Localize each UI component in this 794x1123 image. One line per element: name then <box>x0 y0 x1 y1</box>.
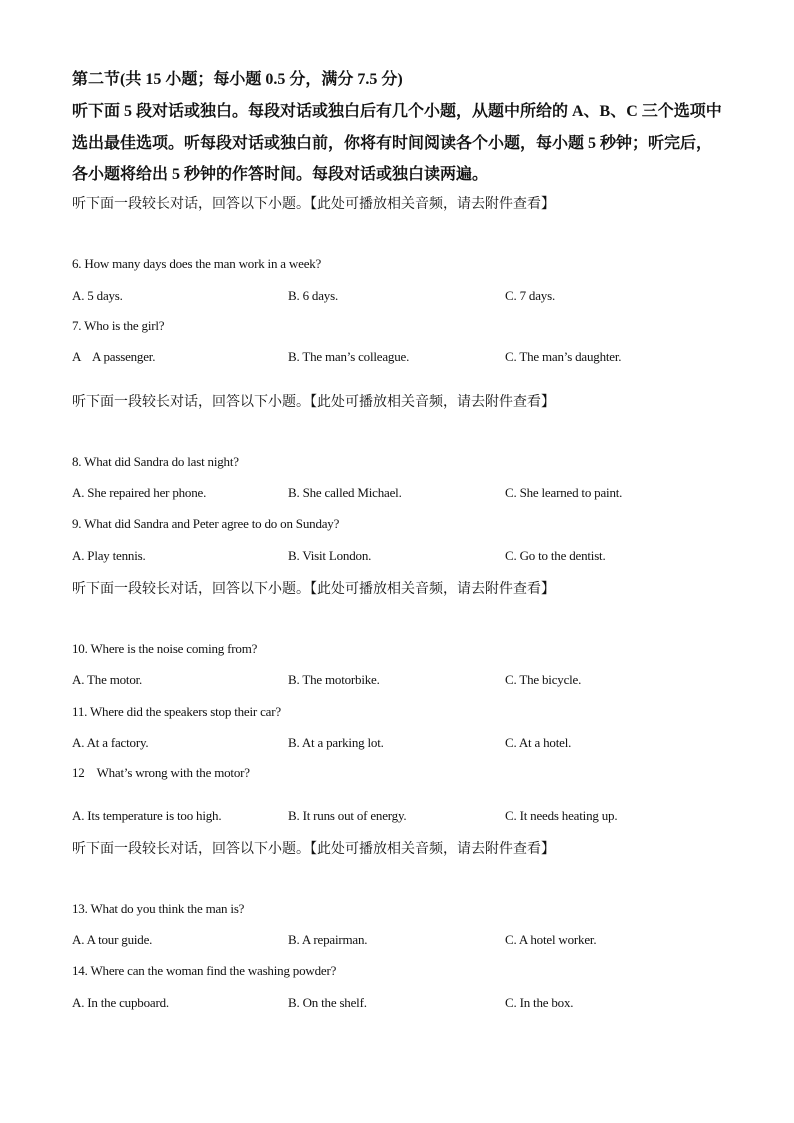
q10-option-a: A. The motor. <box>72 672 143 687</box>
audio-note: 听下面一段较长对话，回答以下小题。【此处可播放相关音频，请去附件查看】 <box>72 582 555 597</box>
instruction-line-2: 选出最佳选项。听每段对话或独白前，你将有时间阅读各个小题，每小题 5 秒钟；听完后， <box>72 135 713 152</box>
q8-option-b: B. She called Michael. <box>288 485 402 500</box>
audio-note: 听下面一段较长对话，回答以下小题。【此处可播放相关音频，请去附件查看】 <box>72 395 555 410</box>
q9-option-c: C. Go to the dentist. <box>505 548 606 563</box>
q8-option-c: C. She learned to paint. <box>505 485 623 500</box>
q11-option-b: B. At a parking lot. <box>288 735 384 750</box>
q13-option-c: C. A hotel worker. <box>505 932 597 947</box>
instruction-line-1: 听下面 5 段对话或独白。每段对话或独白后有几个小题，从题中所给的 A、B、C 三个选项中 <box>72 103 722 120</box>
q10-option-b: B. The motorbike. <box>288 672 380 687</box>
q10-option-c: C. The bicycle. <box>505 672 582 687</box>
q6-option-b: B. 6 days. <box>288 288 339 303</box>
q7-option-c: C. The man’s daughter. <box>505 349 622 364</box>
q12-option-c: C. It needs heating up. <box>505 808 618 823</box>
instruction-line-3: 各小题将给出 5 秒钟的作答时间。每段对话或独白读两遍。 <box>72 166 489 183</box>
q9-option-b: B. Visit London. <box>288 548 372 563</box>
q6-option-c: C. 7 days. <box>505 288 556 303</box>
q7-option-a: A A passenger. <box>72 349 156 364</box>
question-13: 13. What do you think the man is? <box>72 901 245 916</box>
q12-option-b: B. It runs out of energy. <box>288 808 407 823</box>
audio-note: 听下面一段较长对话，回答以下小题。【此处可播放相关音频，请去附件查看】 <box>72 197 555 212</box>
question-7: 7. Who is the girl? <box>72 318 165 333</box>
question-10: 10. Where is the noise coming from? <box>72 641 258 656</box>
q13-option-b: B. A repairman. <box>288 932 368 947</box>
q8-option-a: A. She repaired her phone. <box>72 485 207 500</box>
q14-option-b: B. On the shelf. <box>288 995 367 1010</box>
q7-option-b: B. The man’s colleague. <box>288 349 410 364</box>
question-14: 14. Where can the woman find the washing powder? <box>72 963 337 978</box>
section-title: 第二节(共 15 小题；每小题 0.5 分，满分 7.5 分) <box>72 71 403 88</box>
audio-note: 听下面一段较长对话，回答以下小题。【此处可播放相关音频，请去附件查看】 <box>72 842 555 857</box>
question-9: 9. What did Sandra and Peter agree to do on Sunday? <box>72 516 340 531</box>
q14-option-a: A. In the cupboard. <box>72 995 169 1010</box>
q11-option-c: C. At a hotel. <box>505 735 572 750</box>
q12-option-a: A. Its temperature is too high. <box>72 808 222 823</box>
q9-option-a: A. Play tennis. <box>72 548 146 563</box>
question-8: 8. What did Sandra do last night? <box>72 454 239 469</box>
question-6: 6. How many days does the man work in a week? <box>72 256 322 271</box>
q6-option-a: A. 5 days. <box>72 288 123 303</box>
q13-option-a: A. A tour guide. <box>72 932 153 947</box>
question-12: 12 What’s wrong with the motor? <box>72 765 250 780</box>
q14-option-c: C. In the box. <box>505 995 574 1010</box>
q11-option-a: A. At a factory. <box>72 735 149 750</box>
question-11: 11. Where did the speakers stop their car? <box>72 704 281 719</box>
